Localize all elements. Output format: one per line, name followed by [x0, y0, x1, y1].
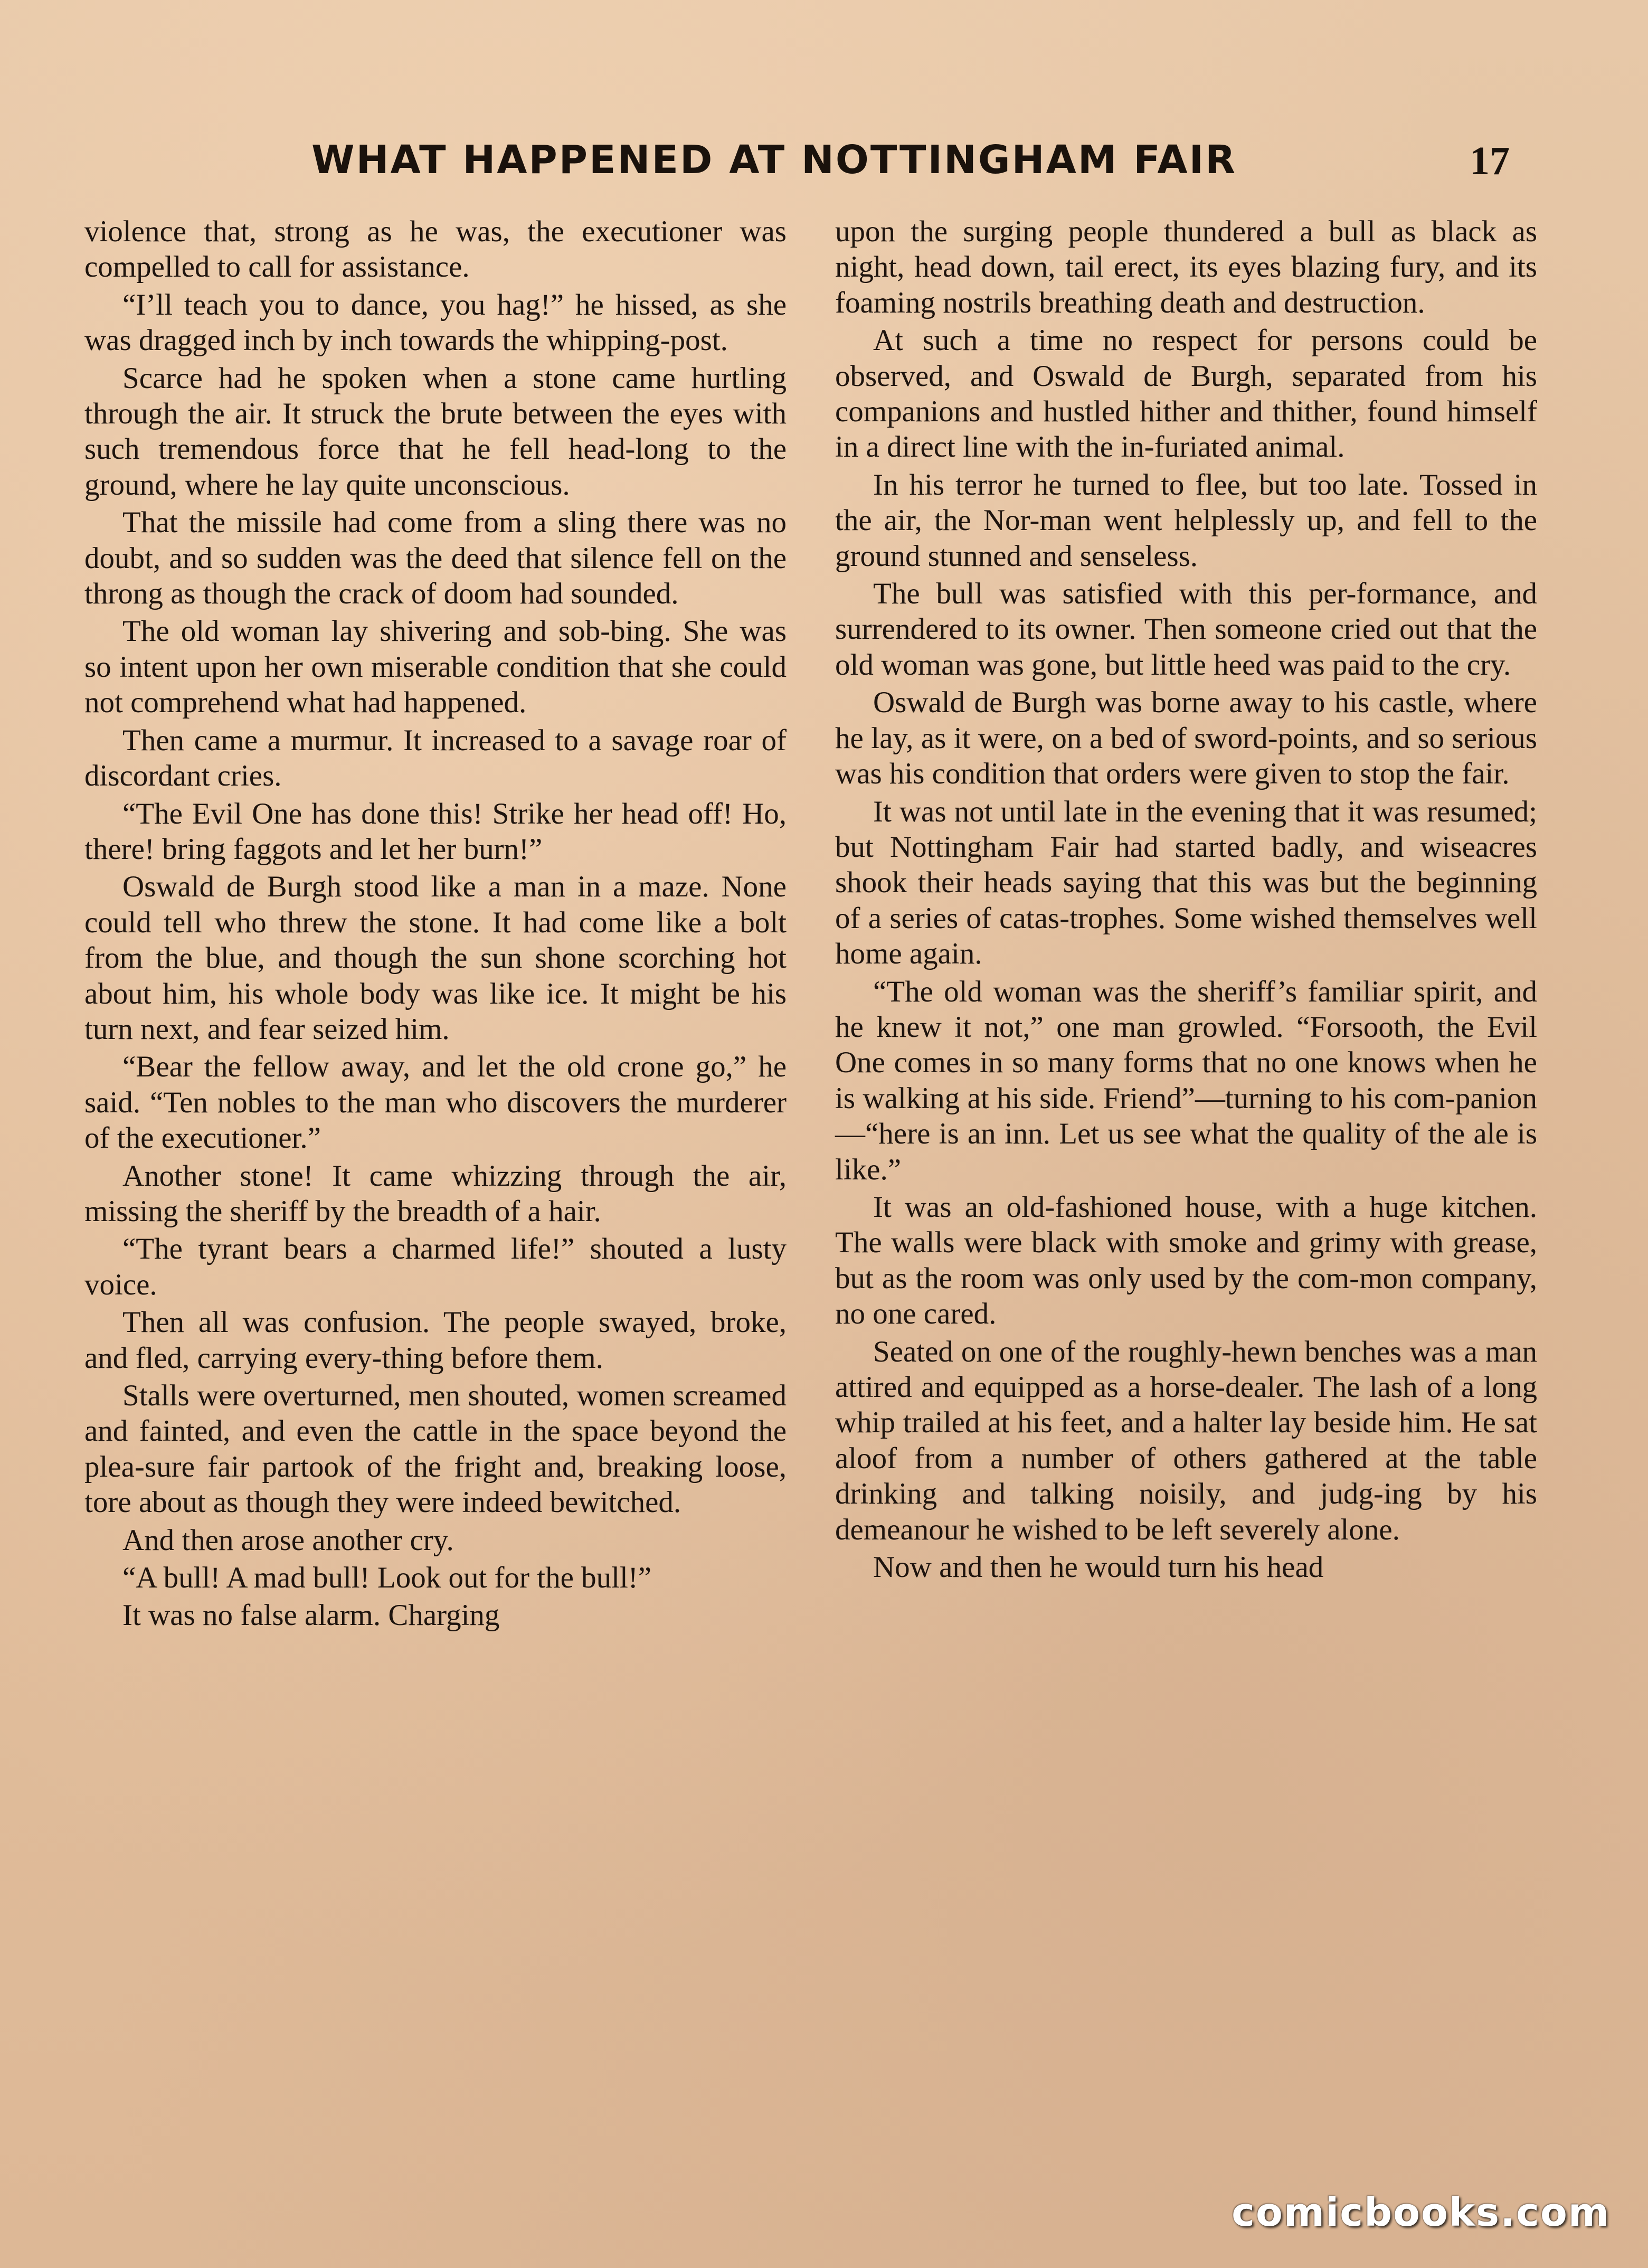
paragraph: Oswald de Burgh stood like a man in a maze. None could tell who threw the stone. It had come like a bolt from the blue, and though the sun shone scorching hot about him, his whole body was like ice. It might be his turn next, and fear seized him.: [84, 870, 787, 1046]
paragraph: “I’ll teach you to dance, you hag!” he hissed, as she was dragged inch by inch towards the whipping-post.: [84, 288, 787, 357]
left-column: [84, 214, 787, 1633]
paragraph: violence that, strong as he was, the executioner was compelled to call for assistance.: [84, 215, 787, 284]
paragraph: “The old woman was the sheriff’s familiar spirit, and he knew it not,” one man growled. “Forsooth, the Evil One comes in so many forms that no one knows when he is walking at his side. Friend”—turning to his com-panion—“here is an inn. Let us see what the quality of the ale is like.”: [835, 975, 1537, 1186]
paragraph: Then all was confusion. The people swayed, broke, and fled, carrying every-thing before them.: [84, 1306, 787, 1375]
paragraph: The bull was satisfied with this per-formance, and surrendered to its owner. Then someone cried out that the old woman was gone, but little heed was paid to the cry.: [835, 577, 1537, 682]
page-number: 17: [1470, 139, 1510, 183]
paragraph: Seated on one of the roughly-hewn benches was a man attired and equipped as a horse-dealer. The lash of a long whip trailed at his feet, and a halter lay beside him. He sat aloof from a number of others gathered at the table drinking and talking noisily, and judg-ing by his demeanour he wished to be left severely alone.: [835, 1335, 1537, 1546]
paragraph: Now and then he would turn his head: [873, 1551, 1324, 1584]
paragraph: In his terror he turned to flee, but too late. Tossed in the air, the Nor-man went helplessly up, and fell to the ground stunned and senseless.: [835, 468, 1537, 573]
paragraph: Oswald de Burgh was borne away to his castle, where he lay, as it were, on a bed of sword-points, and so serious was his condition that orders were given to stop the fair.: [835, 686, 1537, 791]
paragraph: It was not until late in the evening that it was resumed; but Nottingham Fair had started badly, and wiseacres shook their heads saying that this was but the beginning of a series of catas-trophes. Some wished themselves well home again.: [835, 795, 1537, 971]
page-header: [311, 132, 1510, 195]
right-column: [835, 214, 1537, 1585]
paragraph: “A bull! A mad bull! Look out for the bull!”: [122, 1561, 652, 1595]
paragraph: Another stone! It came whizzing through the air, missing the sheriff by the breadth of a hair.: [84, 1159, 787, 1228]
paragraph: “The tyrant bears a charmed life!” shouted a lusty voice.: [84, 1232, 787, 1301]
paragraph: It was an old-fashioned house, with a huge kitchen. The walls were black with smoke and grimy with grease, but as the room was only used by the com-mon company, no one cared.: [835, 1190, 1537, 1331]
paragraph: Then came a murmur. It increased to a savage roar of discordant cries.: [84, 723, 787, 793]
watermark: comicbooks.com: [1232, 2190, 1610, 2235]
paragraph: At such a time no respect for persons could be observed, and Oswald de Burgh, separated from his companions and hustled hither and thither, found himself in a direct line with the in-furiated animal.: [835, 324, 1537, 464]
running-title: WHAT HAPPENED AT NOTTINGHAM FAIR: [311, 137, 1237, 183]
paragraph: Stalls were overturned, men shouted, women screamed and fainted, and even the cattle in the space beyond the plea-sure fair partook of the fright and, breaking loose, tore about as though they were indeed bewitched.: [84, 1379, 787, 1519]
paragraph: upon the surging people thundered a bull as black as night, head down, tail erect, its eyes blazing fury, and its foaming nostrils breathing death and destruction.: [835, 215, 1537, 319]
paragraph: The old woman lay shivering and sob-bing. She was so intent upon her own miserable condition that she could not comprehend what had happened.: [84, 615, 787, 720]
paragraph: It was no false alarm. Charging: [122, 1599, 500, 1632]
paragraph: “The Evil One has done this! Strike her head off! Ho, there! bring faggots and let her burn!”: [84, 797, 787, 866]
paragraph: And then arose another cry.: [122, 1523, 454, 1557]
paragraph: That the missile had come from a sling there was no doubt, and so sudden was the deed that silence fell on the throng as though the crack of doom had sounded.: [84, 506, 787, 611]
paragraph: Scarce had he spoken when a stone came hurtling through the air. It struck the brute between the eyes with such tremendous force that he fell head-long to the ground, where he lay quite unconscious.: [84, 361, 787, 502]
paragraph: “Bear the fellow away, and let the old crone go,” he said. “Ten nobles to the man who discovers the murderer of the executioner.”: [84, 1050, 787, 1155]
